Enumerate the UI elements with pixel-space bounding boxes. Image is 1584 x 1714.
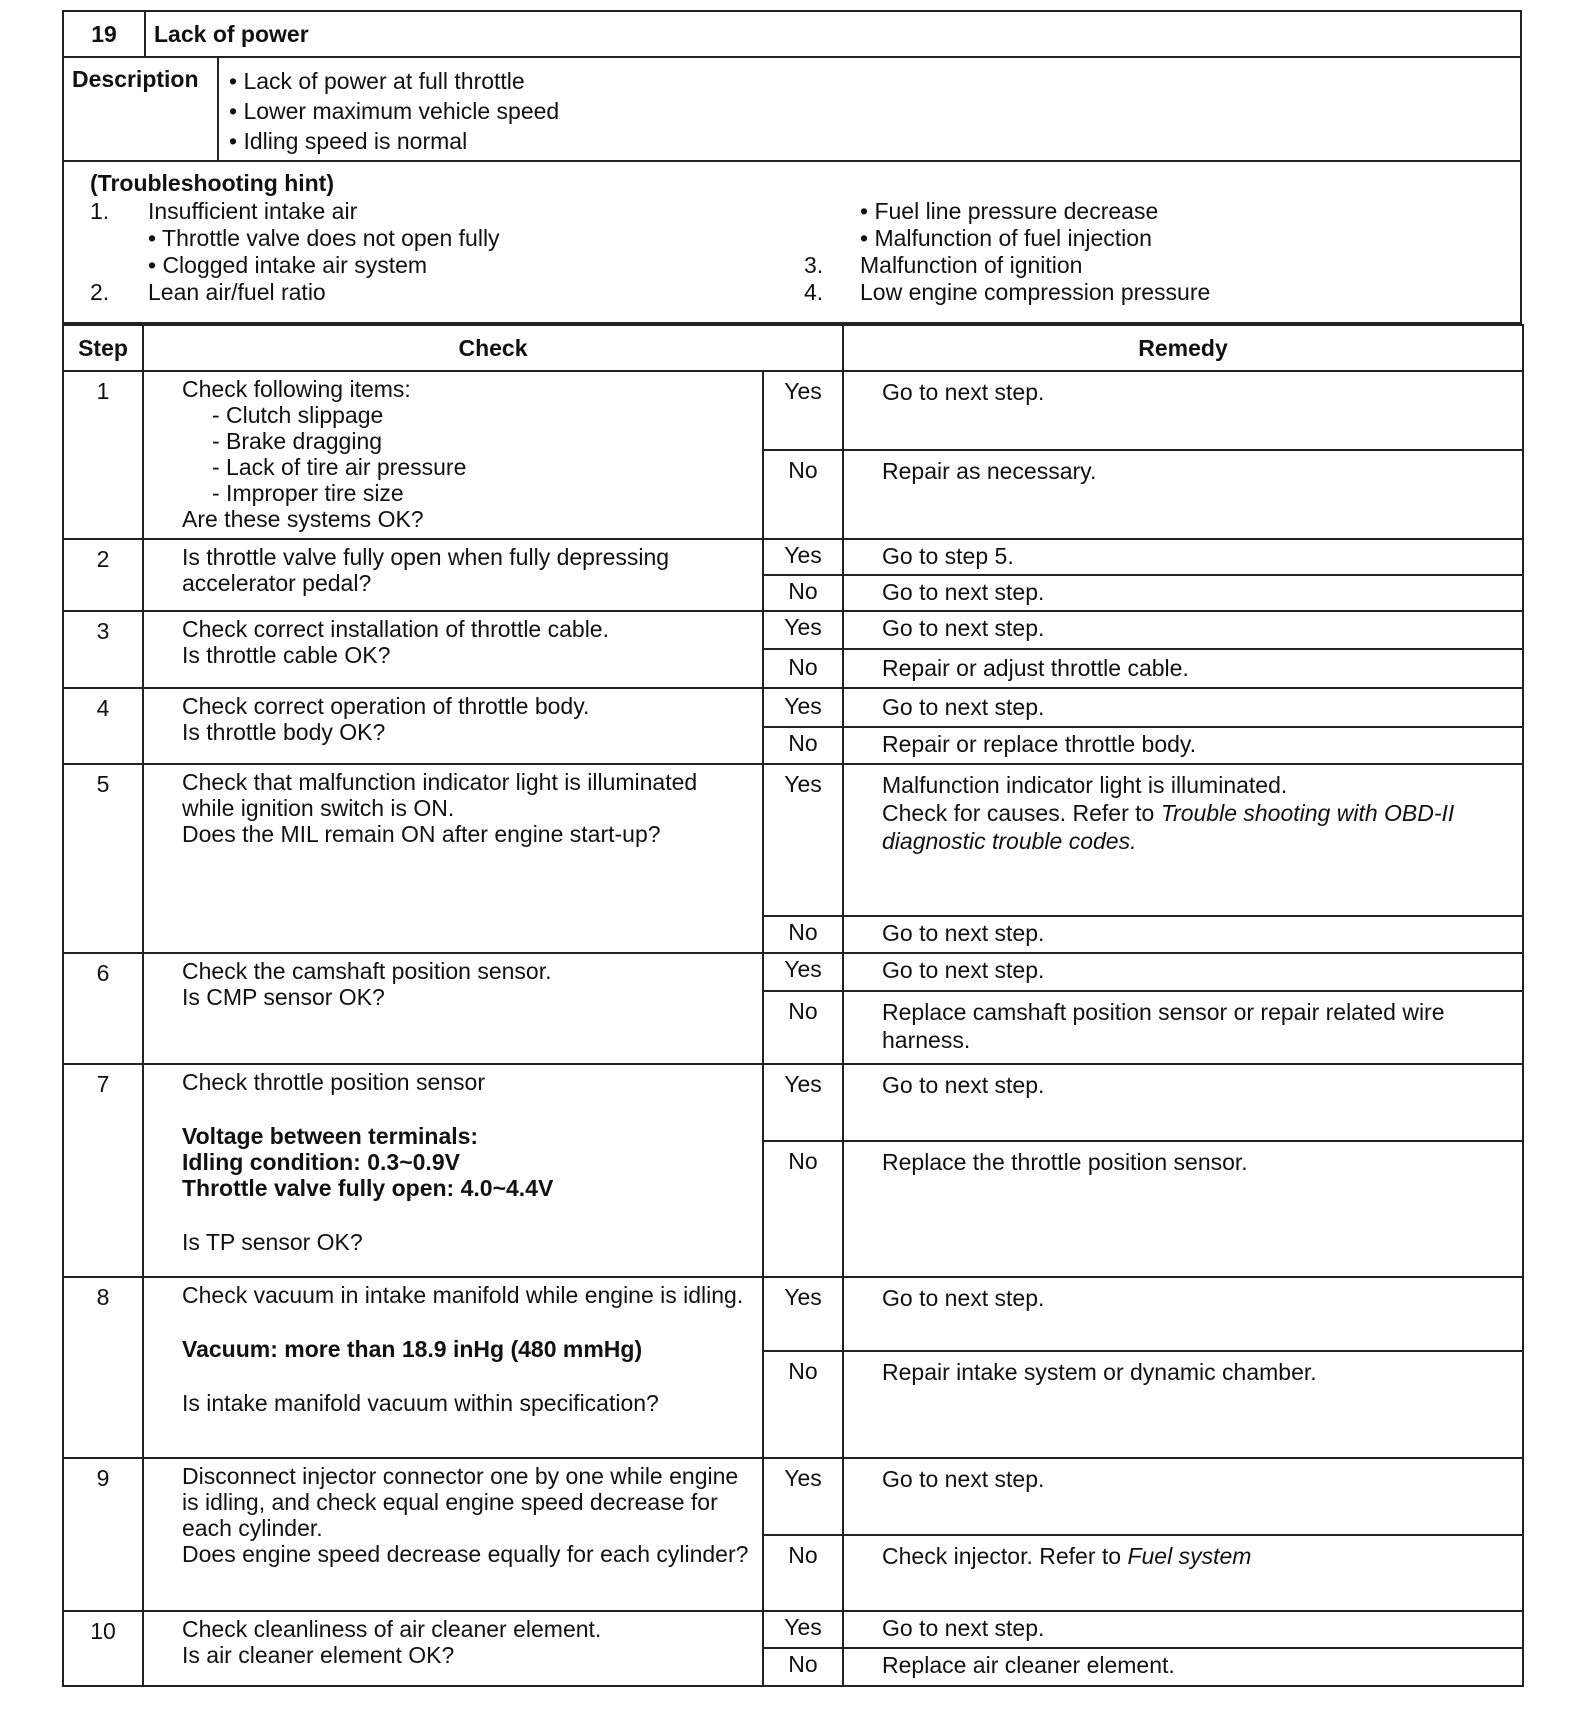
- remedy-yes: Go to next step.: [843, 1064, 1523, 1141]
- description-list: [219, 58, 559, 160]
- description-block: [62, 58, 1522, 162]
- column-header-step: Step: [63, 325, 143, 371]
- description-label: Description: [64, 58, 219, 160]
- check-text: Disconnect injector connector one by one while engine is idling, and check equal engine speed decrease for each cylinder.: [182, 1463, 739, 1541]
- remedy-no: Replace the throttle position sensor.: [843, 1141, 1523, 1277]
- table-row: [63, 539, 1523, 575]
- remedy-yes: Malfunction indicator light is illuminated.: [882, 772, 1288, 798]
- hint-subitem: • Throttle valve does not open fully: [148, 225, 500, 251]
- section-title: Lack of power: [154, 20, 309, 47]
- troubleshooting-table: [62, 324, 1524, 1687]
- remedy-yes: Go to next step.: [843, 1458, 1523, 1535]
- table-row: [63, 1458, 1523, 1535]
- no-label: No: [763, 916, 843, 953]
- remedy-no: Repair or replace throttle body.: [843, 727, 1523, 764]
- spec-text: Idling condition: 0.3~0.9V: [182, 1149, 460, 1175]
- yes-label: Yes: [763, 1611, 843, 1648]
- check-cell: [143, 1611, 763, 1686]
- step-number: 3: [63, 611, 143, 688]
- step-number: 10: [63, 1611, 143, 1686]
- section-header: [62, 10, 1522, 58]
- no-label: No: [763, 1648, 843, 1686]
- check-cell: [143, 688, 763, 764]
- yes-label: Yes: [763, 1458, 843, 1535]
- check-question: Does the MIL remain ON after engine start-up?: [182, 821, 661, 847]
- remedy-yes: Go to step 5.: [843, 539, 1523, 575]
- step-number: 9: [63, 1458, 143, 1611]
- table-row: [63, 1277, 1523, 1351]
- no-label: No: [763, 991, 843, 1064]
- description-item: • Idling speed is normal: [229, 128, 468, 154]
- spec-text: Vacuum: more than 18.9 inHg (480 mmHg): [182, 1336, 643, 1362]
- remedy-no: Repair intake system or dynamic chamber.: [843, 1351, 1523, 1458]
- hint-number: 4.: [804, 279, 824, 305]
- hint-item: Malfunction of ignition: [860, 252, 1083, 278]
- reference-link: Trouble shooting with OBD-II diagnostic trouble codes.: [882, 800, 1455, 854]
- hint-number: 1.: [90, 198, 110, 224]
- check-question: Is throttle cable OK?: [182, 642, 391, 668]
- check-subitem: - Lack of tire air pressure: [212, 454, 467, 480]
- check-question: Is TP sensor OK?: [182, 1229, 363, 1255]
- remedy-yes: Go to next step.: [843, 1611, 1523, 1648]
- step-number: 1: [63, 371, 143, 539]
- table-row: [63, 371, 1523, 450]
- check-question: Is CMP sensor OK?: [182, 984, 385, 1010]
- hint-subitem: • Fuel line pressure decrease: [860, 198, 1159, 224]
- check-cell: [143, 1064, 763, 1277]
- remedy-yes-ref: [882, 799, 1512, 855]
- table-row: [63, 688, 1523, 727]
- hint-subitem: • Clogged intake air system: [148, 252, 428, 278]
- check-subitem: - Clutch slippage: [212, 402, 384, 428]
- check-text: Check the camshaft position sensor.: [182, 958, 552, 984]
- check-question: Does engine speed decrease equally for each cylinder?: [182, 1541, 749, 1567]
- remedy-no: Go to next step.: [843, 916, 1523, 953]
- check-cell: [143, 764, 763, 953]
- remedy-no: Replace camshaft position sensor or repair related wire harness.: [843, 991, 1523, 1064]
- check-cell: [143, 1277, 763, 1458]
- no-label: No: [763, 575, 843, 611]
- yes-label: Yes: [763, 1064, 843, 1141]
- check-text: Check vacuum in intake manifold while engine is idling.: [182, 1282, 744, 1308]
- column-header-check: Check: [143, 325, 843, 371]
- hint-number: 3.: [804, 252, 824, 278]
- hint-item: Low engine compression pressure: [860, 279, 1211, 305]
- yes-label: Yes: [763, 953, 843, 991]
- table-row: [63, 611, 1523, 649]
- description-item: • Lack of power at full throttle: [229, 68, 525, 94]
- hint-subitem: • Malfunction of fuel injection: [860, 225, 1152, 251]
- step-number: 2: [63, 539, 143, 611]
- hint-item: Lean air/fuel ratio: [148, 279, 326, 305]
- yes-label: Yes: [763, 371, 843, 450]
- check-subitem: - Improper tire size: [212, 480, 404, 506]
- table-row: [63, 1064, 1523, 1141]
- step-number: 5: [63, 764, 143, 953]
- no-label: No: [763, 727, 843, 764]
- no-label: No: [763, 1535, 843, 1611]
- remedy-yes: Go to next step.: [843, 611, 1523, 649]
- remedy-yes: Go to next step.: [843, 953, 1523, 991]
- spec-text: Voltage between terminals:: [182, 1123, 479, 1149]
- step-number: 7: [63, 1064, 143, 1277]
- description-item: • Lower maximum vehicle speed: [229, 98, 560, 124]
- yes-label: Yes: [763, 539, 843, 575]
- check-text: Check following items:: [182, 376, 411, 402]
- check-text: Check that malfunction indicator light is illuminated while ignition switch is ON.: [182, 769, 698, 821]
- check-cell: [143, 371, 763, 539]
- no-label: No: [763, 450, 843, 539]
- remedy-no: Repair as necessary.: [843, 450, 1523, 539]
- yes-label: Yes: [763, 688, 843, 727]
- no-label: No: [763, 1351, 843, 1458]
- remedy-no: Repair or adjust throttle cable.: [843, 649, 1523, 688]
- table-row: [63, 953, 1523, 991]
- check-question: Is intake manifold vacuum within specification?: [182, 1390, 659, 1416]
- spec-text: Throttle valve fully open: 4.0~4.4V: [182, 1175, 554, 1201]
- hint-title: (Troubleshooting hint): [90, 170, 335, 196]
- remedy-text: Check for causes. Refer to: [882, 800, 1161, 826]
- step-number: 6: [63, 953, 143, 1064]
- step-number: 8: [63, 1277, 143, 1458]
- column-header-remedy: Remedy: [843, 325, 1523, 371]
- check-text: Check correct installation of throttle cable.: [182, 616, 609, 642]
- no-label: No: [763, 649, 843, 688]
- check-cell: [143, 1458, 763, 1611]
- reference-link: Fuel system: [1127, 1543, 1252, 1569]
- hint-number: 2.: [90, 279, 110, 305]
- section-number: 19: [64, 12, 146, 56]
- table-row: [63, 1611, 1523, 1648]
- troubleshooting-hint: [62, 162, 1522, 324]
- check-text: Check throttle position sensor: [182, 1069, 485, 1095]
- remedy-no: Replace air cleaner element.: [843, 1648, 1523, 1686]
- no-label: No: [763, 1141, 843, 1277]
- check-question: Is air cleaner element OK?: [182, 1642, 455, 1668]
- check-text: Is throttle valve fully open when fully depressing accelerator pedal?: [143, 539, 763, 611]
- hint-item: Insufficient intake air: [148, 198, 358, 224]
- remedy-no-cell: [843, 1535, 1523, 1611]
- check-cell: [143, 611, 763, 688]
- check-text: Check cleanliness of air cleaner element.: [182, 1616, 602, 1642]
- step-number: 4: [63, 688, 143, 764]
- remedy-yes: Go to next step.: [843, 371, 1523, 450]
- remedy-yes: Go to next step.: [843, 688, 1523, 727]
- yes-label: Yes: [763, 764, 843, 916]
- table-header-row: [63, 325, 1523, 371]
- check-question: Are these systems OK?: [182, 506, 424, 532]
- check-text: Check correct operation of throttle body.: [182, 693, 590, 719]
- table-row: [63, 764, 1523, 916]
- troubleshooting-page: [62, 10, 1522, 1687]
- yes-label: Yes: [763, 1277, 843, 1351]
- remedy-text: Check injector. Refer to: [882, 1543, 1128, 1569]
- check-cell: [143, 953, 763, 1064]
- yes-label: Yes: [763, 611, 843, 649]
- remedy-yes-cell: [843, 764, 1523, 916]
- check-subitem: - Brake dragging: [212, 428, 383, 454]
- remedy-no: Go to next step.: [843, 575, 1523, 611]
- remedy-yes: Go to next step.: [843, 1277, 1523, 1351]
- check-question: Is throttle body OK?: [182, 719, 386, 745]
